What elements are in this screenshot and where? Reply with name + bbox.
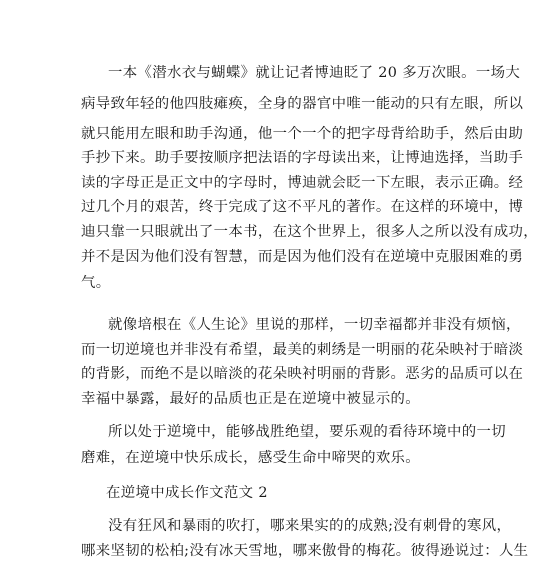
paragraph-1-line-9: 气。	[81, 275, 111, 291]
paragraph-3-line-2: 磨难，在逆境中快乐成长，感受生命中啼哭的欢乐。	[81, 450, 421, 466]
paragraph-4-line-1: 没有狂风和暴雨的吹打，哪来果实的的成熟;没有刺骨的寒风，	[108, 518, 512, 534]
paragraph-2-line-1: 就像培根在《人生论》里说的那样，一切幸福都并非没有烦恼，	[108, 317, 521, 333]
paragraph-1-line-7: 迪只靠一只眼就出了一本书，在这个世界上，很多人之所以没有成功，	[81, 224, 538, 240]
paragraph-2-line-3: 的背影，而绝不是以暗淡的花朵映衬明丽的背影。恶劣的品质可以在	[81, 366, 524, 382]
paragraph-4-line-2: 哪来坚韧的松柏;没有冰天雪地，哪来傲骨的梅花。彼得逊说过：人生	[81, 543, 529, 559]
paragraph-1-line-1: 一本《潜水衣与蝴蝶》就让记者博迪眨了 20 多万次眼。一场大	[108, 65, 521, 81]
paragraph-1-line-2: 病导致年轻的他四肢瘫痪，全身的器官中唯一能动的只有左眼，所以	[81, 96, 524, 112]
paragraph-1-line-8: 并不是因为他们没有智慧，而是因为他们没有在逆境中克服困难的勇	[81, 249, 524, 265]
paragraph-2-line-4: 幸福中暴露，最好的品质也正是在逆境中被显示的。	[81, 391, 421, 407]
paragraph-2-line-2: 而一切逆境也并非没有希望，最美的刺绣是一明丽的花朵映衬于暗淡	[81, 342, 524, 358]
paragraph-1-line-6: 过几个月的艰苦，终于完成了这不平凡的著作。在这样的环境中，博	[81, 199, 524, 215]
paragraph-1-line-3: 就只能用左眼和助手沟通，他一个一个的把字母背给助手，然后由助	[81, 126, 524, 142]
paragraph-3-line-1: 所以处于逆境中，能够战胜绝望，要乐观的看待环境中的一切	[108, 424, 506, 440]
paragraph-1-line-4: 手抄下来。助手要按顺序把法语的字母读出来，让博迪选择，当助手	[81, 150, 524, 166]
paragraph-1-line-5: 读的字母正是正文中的字母时，博迪就会眨一下左眼，表示正确。经	[81, 175, 524, 191]
section-heading: 在逆境中成长作文范文 2	[106, 485, 268, 501]
